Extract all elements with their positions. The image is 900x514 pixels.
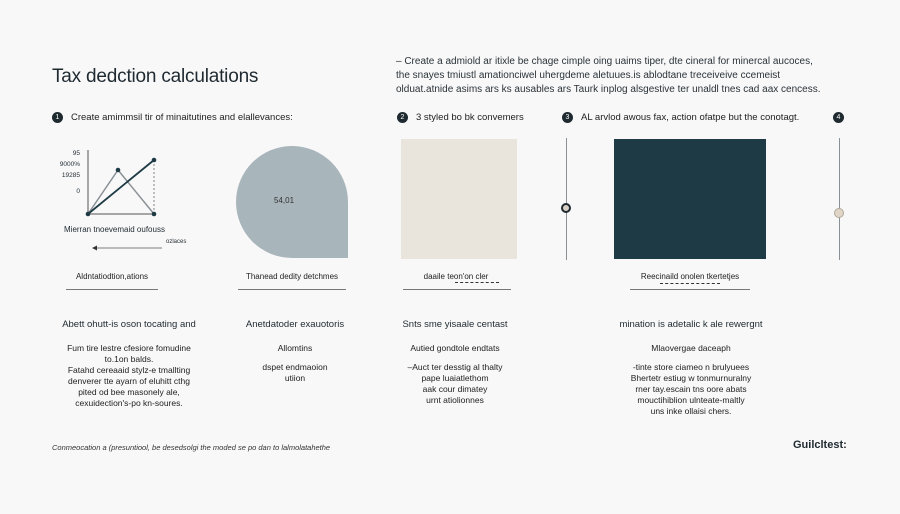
step-number-badge: 3 bbox=[562, 112, 573, 123]
column-line: Fum tire lestre cfesiore fomudine bbox=[67, 343, 191, 353]
caption: daaile teon'on cler bbox=[423, 272, 489, 281]
column-body bbox=[220, 343, 370, 384]
data-point bbox=[116, 168, 121, 173]
column-line: Fatahd cereaaid stylz-e tmallting bbox=[67, 365, 191, 375]
left-arrow-icon bbox=[92, 244, 164, 252]
slider-knob[interactable] bbox=[834, 208, 844, 218]
spacer bbox=[220, 354, 370, 362]
y-tick-label: 95 bbox=[72, 150, 80, 157]
secondary-series-line bbox=[88, 170, 154, 214]
dark-swatch bbox=[614, 139, 766, 259]
chart-legend: Mierran tnoevemaid oufouss bbox=[64, 225, 165, 234]
step-number-badge: 2 bbox=[397, 112, 408, 123]
data-point bbox=[152, 158, 157, 163]
intro-line: the snayes tmiustl amationciwel uhergdeme aletuues.is ablodtane treceiveive ccemeist bbox=[396, 70, 781, 81]
column-line: pape luaiatlethom bbox=[421, 373, 489, 383]
y-axis-labels bbox=[52, 148, 80, 197]
caption-underline bbox=[630, 289, 750, 290]
column-line: cexuidection's-po kn-soures. bbox=[75, 398, 183, 408]
step-4 bbox=[833, 112, 852, 123]
brand-logo-text: Guilcltest: bbox=[793, 439, 847, 451]
teardrop-shape bbox=[236, 146, 348, 258]
y-tick-label: 9000% bbox=[59, 161, 80, 168]
arrow-indicator bbox=[92, 239, 164, 247]
spacer bbox=[380, 354, 530, 362]
caption-underline bbox=[403, 289, 511, 290]
step-label: 3 styled bo bk convemers bbox=[416, 112, 524, 123]
data-point bbox=[152, 212, 157, 217]
footer-note: Conmeocation a (presuntiool, be desedsolgi the moded se po dan to lalmolatahethe bbox=[52, 443, 331, 452]
column-body bbox=[44, 343, 214, 409]
column-line: utiion bbox=[284, 373, 306, 383]
spacer bbox=[596, 354, 786, 362]
intro-text bbox=[396, 55, 866, 97]
step-label: Create amimmsil tir of minaitutines and elallevances: bbox=[71, 112, 293, 123]
column-heading: mination is adetalic k ale rewergnt bbox=[619, 319, 763, 330]
column-line: dspet endmaoion bbox=[262, 362, 328, 372]
column-line: -tinte store ciameo n brulyuees bbox=[632, 362, 750, 372]
step-3 bbox=[562, 112, 799, 123]
page-title: Tax dedction calculations bbox=[52, 66, 259, 87]
column-line: uns inke ollaisi chers. bbox=[650, 406, 732, 416]
column-line: Autied gondtole endtats bbox=[410, 343, 500, 353]
primary-series-line bbox=[88, 160, 154, 214]
y-tick-label: 19285 bbox=[61, 172, 80, 179]
column-line: Allomtins bbox=[277, 343, 313, 353]
data-point bbox=[86, 212, 91, 217]
y-tick-label: 0 bbox=[76, 188, 80, 195]
step-number-badge: 4 bbox=[833, 112, 844, 123]
caption: Aldntatiodtion,ations bbox=[75, 272, 149, 281]
column-line: mouctihiblion ulnteate-maltly bbox=[637, 395, 745, 405]
text-column-3 bbox=[380, 319, 530, 406]
column-body bbox=[596, 343, 786, 417]
step-number-badge: 1 bbox=[52, 112, 63, 123]
column-line: rner tay.escain tns oore abats bbox=[635, 384, 747, 394]
line-chart-graphic bbox=[82, 148, 182, 218]
column-heading: Anetdatoder exauotoris bbox=[245, 319, 345, 330]
column-heading: Snts sme yisaale centast bbox=[402, 319, 508, 330]
caption-dotted-underline bbox=[660, 283, 720, 284]
column-line: Bhertetr estiug w tonmurnuralny bbox=[630, 373, 752, 383]
pie-value-label: 54,01 bbox=[274, 196, 295, 205]
column-line: urnt atiolionnes bbox=[426, 395, 484, 405]
text-column-2 bbox=[220, 319, 370, 384]
column-line: denverer tte ayarn of eluhitt cthg bbox=[68, 376, 190, 386]
caption-dotted-underline bbox=[455, 282, 499, 283]
text-column-4 bbox=[596, 319, 786, 417]
vertical-slider-track bbox=[839, 138, 840, 260]
column-line: Mlaovergae daceaph bbox=[651, 343, 731, 353]
column-line: aak cour dimatey bbox=[422, 384, 488, 394]
column-heading: Abett ohutt-is oson tocating and bbox=[62, 319, 196, 330]
column-line: to.1on balds. bbox=[104, 354, 154, 364]
line-chart-panel bbox=[52, 143, 187, 253]
caption-underline bbox=[238, 289, 346, 290]
column-line: pited od bee masonely ale, bbox=[78, 387, 180, 397]
arrow-label: ozlaces bbox=[166, 239, 187, 245]
intro-line: olduat.atnide asims ars ks ausables ars Taurk inplog alsgestive ter unaldl tnes cad aax cencess. bbox=[396, 84, 821, 95]
beige-swatch bbox=[401, 139, 517, 259]
caption: Reecinaild onolen tkertetjes bbox=[640, 272, 740, 281]
step-1 bbox=[52, 112, 293, 123]
step-label: AL arvlod awous fax, action ofatpe but the conotagt. bbox=[581, 112, 800, 123]
column-body bbox=[380, 343, 530, 406]
vertical-slider-track bbox=[566, 138, 567, 260]
intro-line: – Create a admiold ar itixle be chage cimple oing uaims tiper, dte cineral for minercal aucoces, bbox=[396, 56, 813, 67]
caption: Thanead dedity detchmes bbox=[245, 272, 339, 281]
slider-knob[interactable] bbox=[561, 203, 571, 213]
column-line: –Auct ter desstig al thalty bbox=[407, 362, 503, 372]
caption-underline bbox=[66, 289, 158, 290]
text-column-1 bbox=[44, 319, 214, 409]
step-2 bbox=[397, 112, 524, 123]
